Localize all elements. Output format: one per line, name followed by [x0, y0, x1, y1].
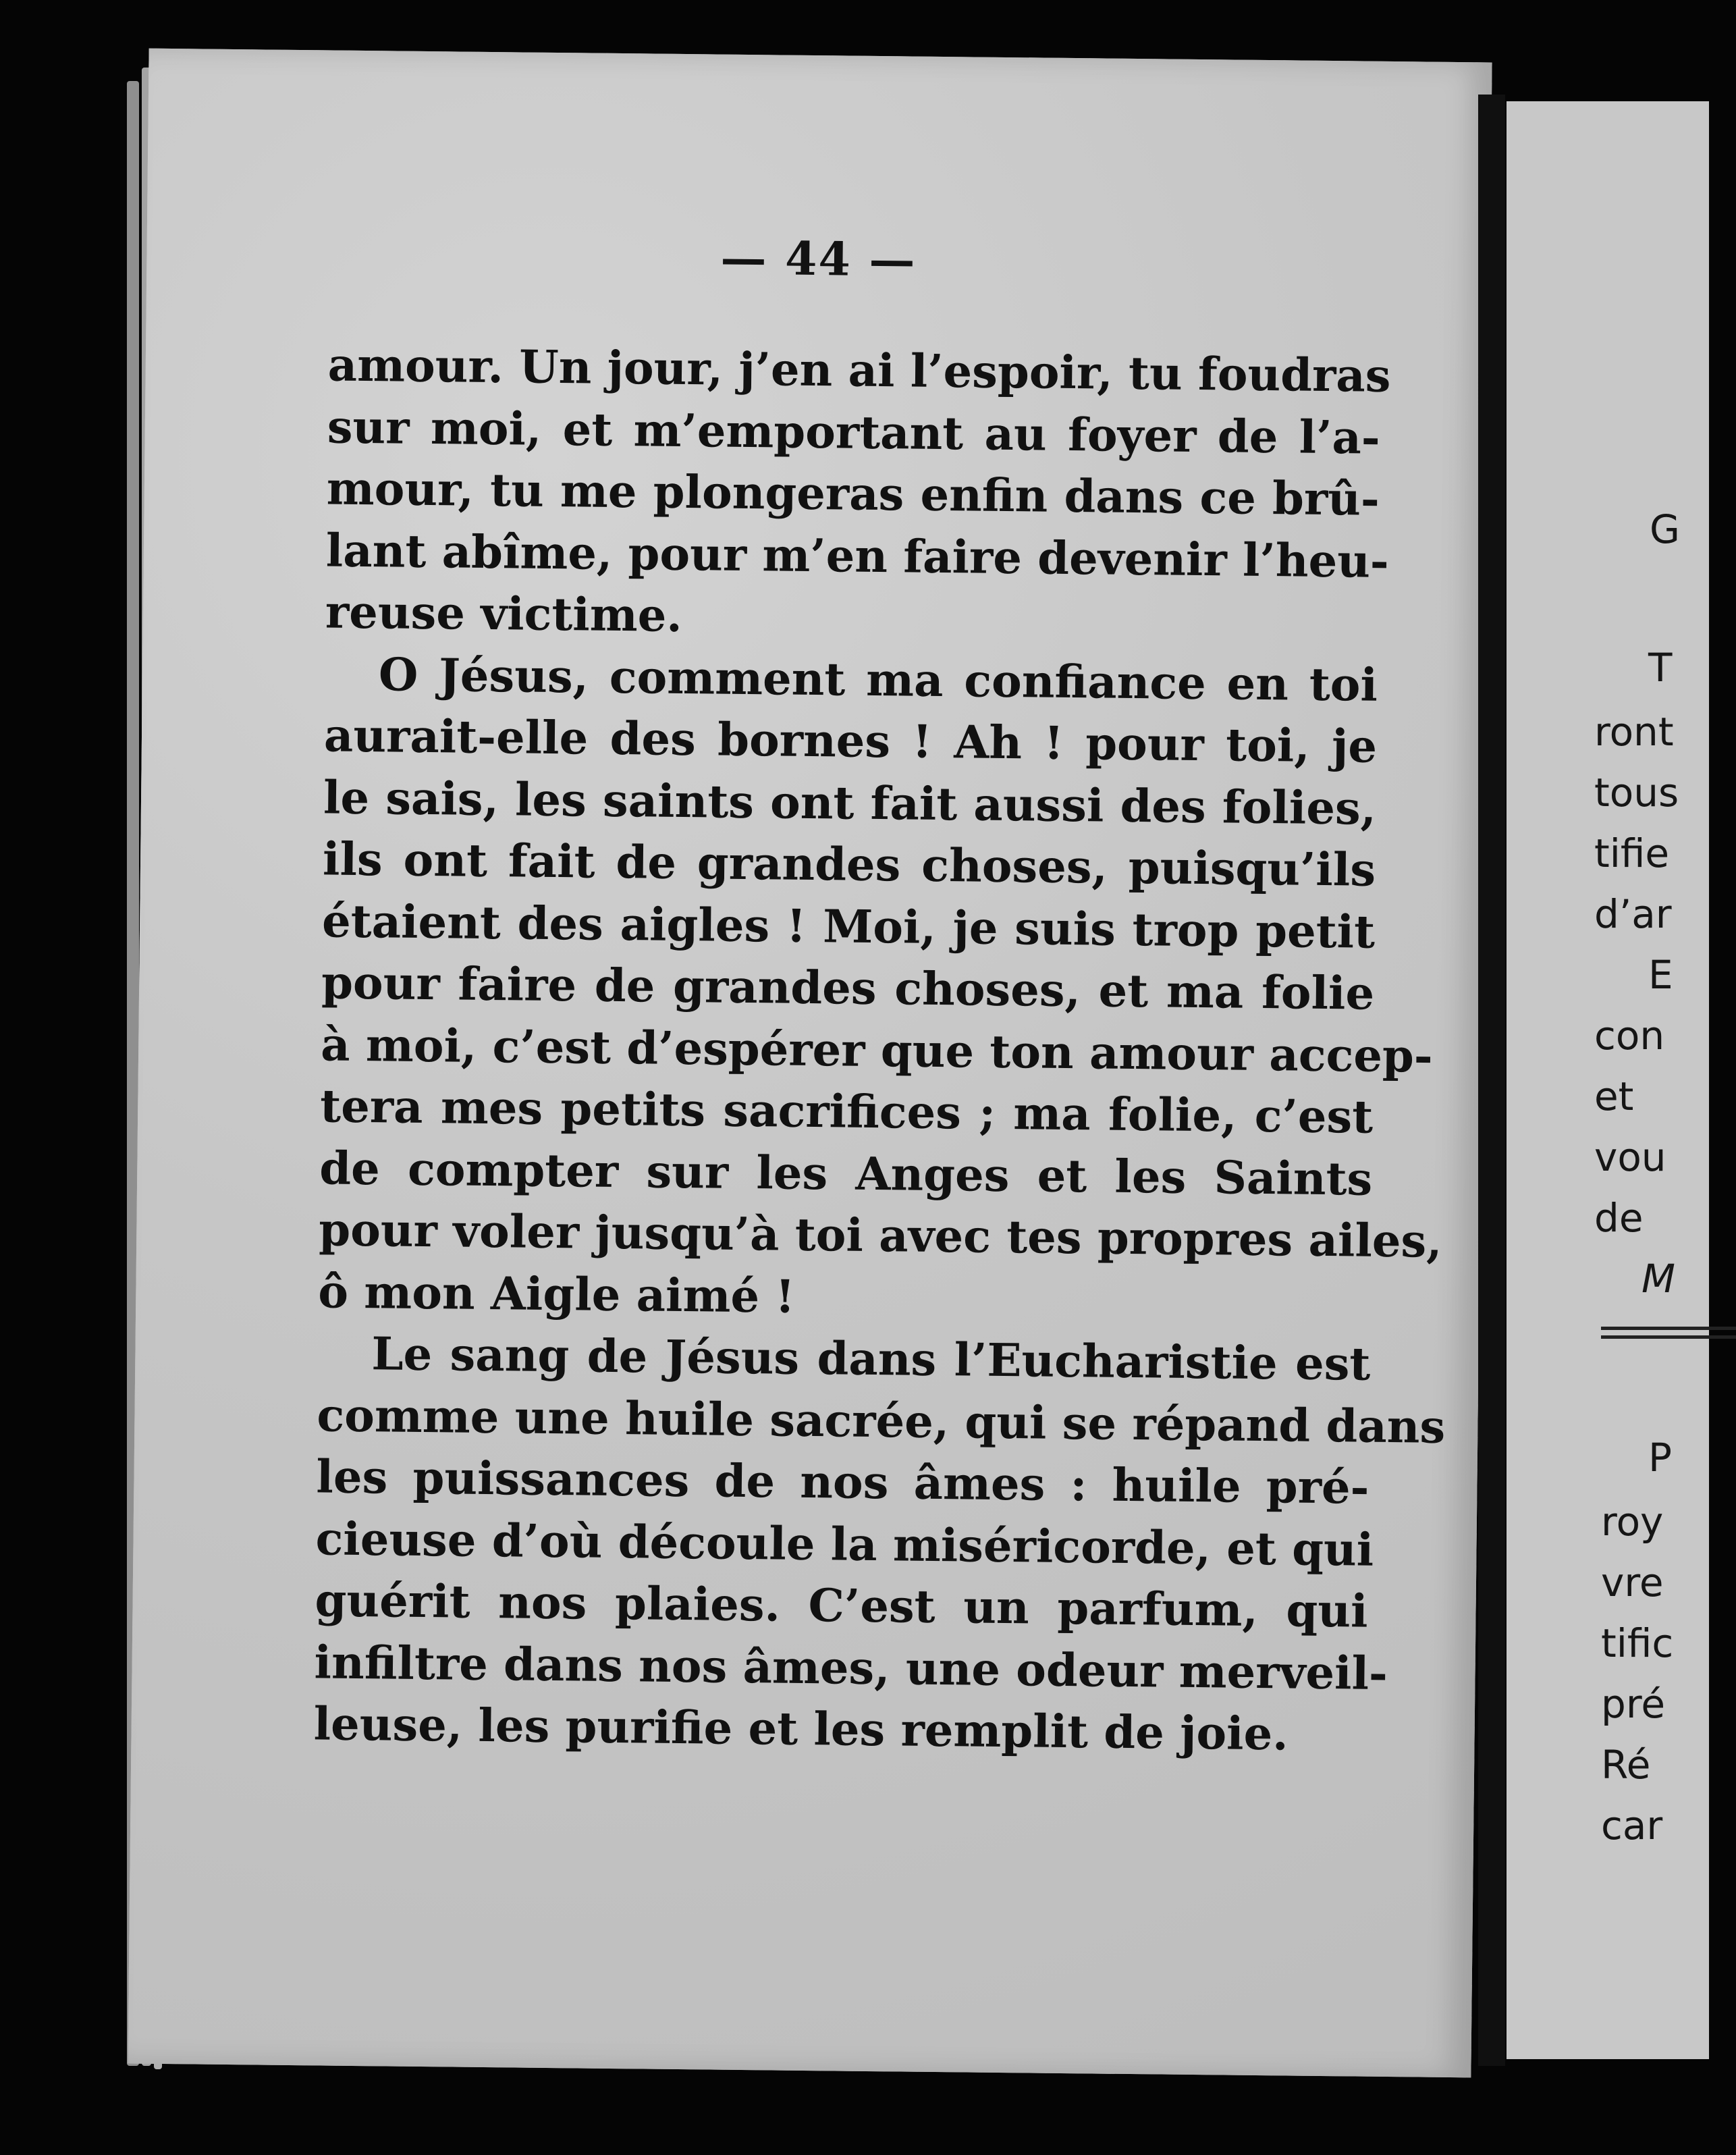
text-line: ô mon Aigle aimé ! — [318, 1264, 796, 1323]
text-line: pour faire de grandes choses, et ma folie — [321, 955, 1375, 1020]
right-page-fragment: tifie — [1594, 830, 1670, 876]
right-page-fragment: car — [1601, 1803, 1663, 1848]
text-line: aurait-elle des bornes ! Ah ! pour toi, je — [323, 708, 1378, 773]
right-page-fragment: E — [1648, 952, 1673, 998]
text-line: O Jésus, comment ma confiance en toi — [378, 647, 1378, 712]
right-page-fragment: tific — [1601, 1620, 1674, 1666]
text-line: ils ont fait de grandes choses, puisqu’ils — [322, 832, 1376, 897]
text-line: infiltre dans nos âmes, une odeur merveil- — [314, 1634, 1388, 1700]
page-body — [313, 334, 1446, 1765]
text-line: reuse victime. — [325, 585, 683, 642]
text-line: leuse, les purifie et les remplit de joie. — [313, 1697, 1289, 1761]
separator-rule — [1601, 1335, 1736, 1339]
right-page-fragment: ront — [1594, 709, 1674, 755]
right-page-fragment: T — [1648, 645, 1673, 691]
paragraph-2 — [318, 643, 1442, 1333]
text-line: de compter sur les Anges et les Saints — [319, 1140, 1373, 1206]
text-line: amour. Un jour, j’en ai l’espoir, tu foudras — [327, 338, 1391, 402]
right-page-fragment: roy — [1601, 1499, 1664, 1545]
paragraph-3 — [313, 1322, 1446, 1765]
text-line: pour voler jusqu’à toi avec tes propres ailes, — [318, 1202, 1442, 1268]
separator-rule — [1601, 1327, 1736, 1330]
right-page-fragment: Ré — [1601, 1742, 1651, 1788]
text-line: le sais, les saints ont fait aussi des folies, — [323, 770, 1377, 835]
text-line: cieuse d’où découle la miséricorde, et qui — [315, 1511, 1374, 1576]
right-page-fragment: G — [1650, 506, 1680, 552]
right-page-fragment: de — [1594, 1195, 1644, 1241]
left-page — [128, 49, 1492, 2078]
right-page-fragment: vre — [1601, 1560, 1664, 1605]
right-page-fragment: d’ar — [1594, 891, 1672, 937]
text-line: les puissances de nos âmes : huile pré- — [316, 1449, 1369, 1514]
right-page-fragment: vou — [1594, 1134, 1666, 1180]
book-gutter — [1478, 95, 1505, 2066]
text-line: comme une huile sacrée, qui se répand dans — [317, 1387, 1446, 1454]
text-line: lant abîme, pour m’en faire devenir l’heu- — [325, 523, 1390, 588]
text-line: étaient des aigles ! Moi, je suis trop petit — [321, 893, 1376, 959]
right-page-fragment: pré — [1601, 1681, 1666, 1727]
right-page-fragment: con — [1594, 1013, 1665, 1059]
paragraph-1 — [325, 334, 1391, 654]
text-line: guérit nos plaies. C’est un parfum, qui — [315, 1573, 1368, 1638]
page-number: — 44 — — [720, 231, 917, 288]
right-page-fragment: tous — [1594, 770, 1679, 816]
text-line: à moi, c’est d’espérer que ton amour accep- — [320, 1017, 1434, 1083]
right-page — [1507, 101, 1709, 2059]
right-page-fragment: P — [1648, 1435, 1672, 1481]
right-page-fragment: M — [1642, 1256, 1676, 1302]
text-line: Le sang de Jésus dans l’Eucharistie est — [371, 1327, 1371, 1391]
right-page-fragment: et — [1594, 1073, 1634, 1119]
text-line: sur moi, et m’emportant au foyer de l’a- — [327, 399, 1381, 464]
text-line: tera mes petits sacrifices ; ma folie, c’est — [319, 1079, 1374, 1144]
text-line: mour, tu me plongeras enfin dans ce brû- — [326, 461, 1380, 526]
